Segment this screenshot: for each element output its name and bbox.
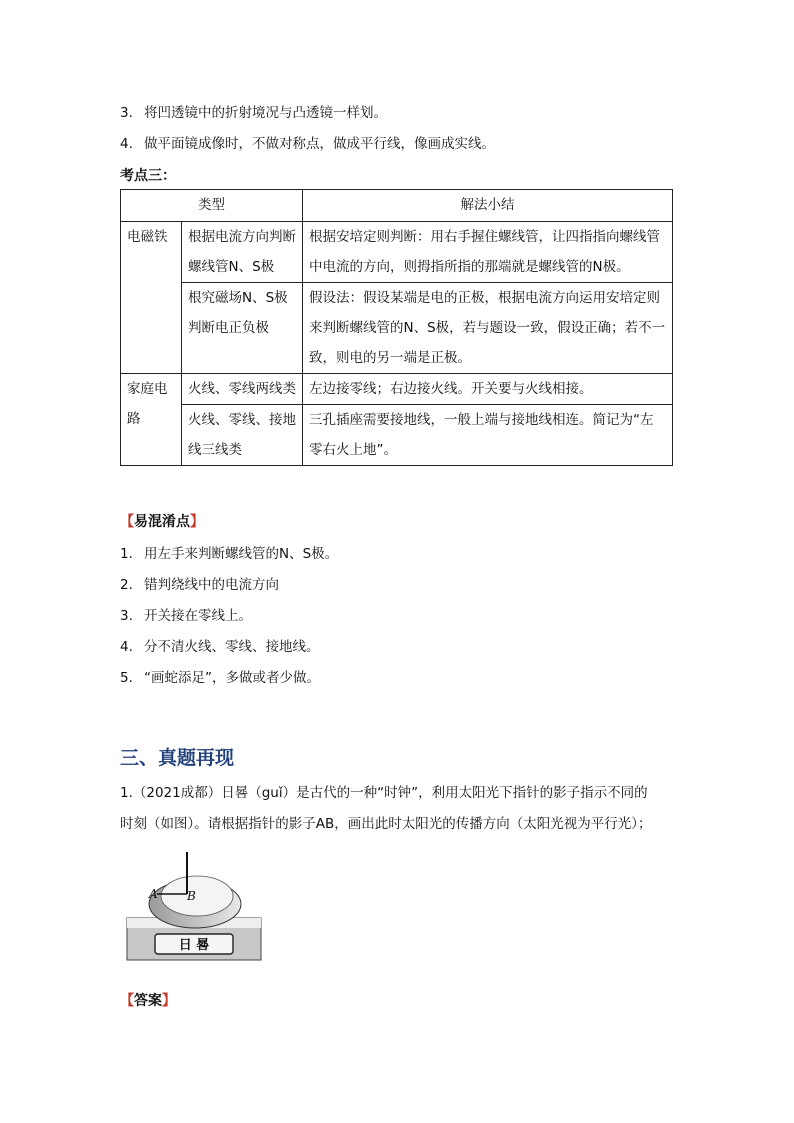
figure-caption: 日 晷 xyxy=(178,938,210,953)
type-cell: 火线、零线两线类 xyxy=(182,374,303,405)
list-item: 2. 错判绕线中的电流方向 xyxy=(120,577,279,593)
header-summary: 解法小结 xyxy=(303,190,673,222)
sundial-figure xyxy=(125,848,265,964)
header-type: 类型 xyxy=(121,190,303,222)
label-a: A xyxy=(149,887,158,901)
category-cell: 电磁铁 xyxy=(121,222,182,374)
summary-cell: 假设法：假设某端是电的正极，根据电流方向运用安培定则来判断螺线管的N、S极，若与题设一致，假设正确；若不一致，则电的另一端是正极。 xyxy=(303,283,673,374)
type-cell: 火线、零线、接地线三线类 xyxy=(182,405,303,466)
table-row xyxy=(121,374,673,405)
type-cell: 根究磁场N、S极判断电正负极 xyxy=(182,283,303,374)
list-item: 5. “画蛇添足”，多做或者少做。 xyxy=(120,670,320,686)
table-row xyxy=(121,283,673,374)
list-item: 3. 开关接在零线上。 xyxy=(120,608,252,624)
summary-cell: 左边接零线；右边接火线。开关要与火线相接。 xyxy=(303,374,673,405)
list-item: 1. 用左手来判断螺线管的N、S极。 xyxy=(120,546,339,562)
table-row xyxy=(121,405,673,466)
table-header-row xyxy=(121,190,673,222)
table-row xyxy=(121,222,673,283)
question-line: 时刻（如图）。请根据指针的影子AB，画出此时太阳光的传播方向（太阳光视为平行光）； xyxy=(120,816,652,832)
list-item: 4. 做平面镜成像时，不做对称点，做成平行线，像画成实线。 xyxy=(120,136,495,152)
list-item: 3. 将凹透镜中的折射境况与凸透镜一样划。 xyxy=(120,105,387,121)
sundial-illustration xyxy=(125,848,265,964)
label-b: B xyxy=(187,889,196,903)
category-cell: 家庭电路 xyxy=(121,374,182,466)
dial-face xyxy=(161,876,233,916)
list-item: 4. 分不清火线、零线、接地线。 xyxy=(120,639,320,655)
type-cell: 根据电流方向判断螺线管N、S极 xyxy=(182,222,303,283)
question-line: 1.（2021成都）日晷（guǐ）是古代的一种“时钟”，利用太阳光下指针的影子指示不同的 xyxy=(120,785,648,801)
section-title: 三、真题再现 xyxy=(120,747,235,769)
summary-cell: 三孔插座需要接地线，一般上端与接地线相连。简记为“左零右火上地”。 xyxy=(303,405,673,466)
summary-cell: 根据安培定则判断：用右手握住螺线管，让四指指向螺线管中电流的方向，则拇指所指的那端就是螺线管的N极。 xyxy=(303,222,673,283)
section-heading: 考点三： xyxy=(120,168,176,184)
summary-table xyxy=(120,189,673,466)
answer-heading: 【答案】 xyxy=(120,993,176,1009)
confusion-heading: 【易混淆点】 xyxy=(120,514,204,530)
